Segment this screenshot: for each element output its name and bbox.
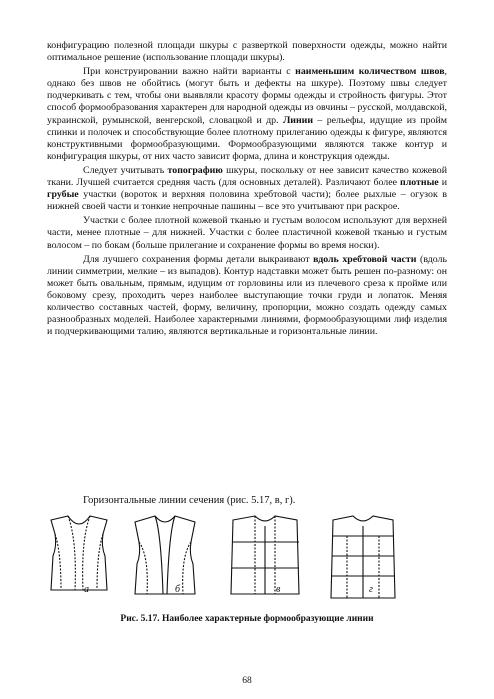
figure-lead-text: Горизонтальные линии сечения (рис. 5.17, в, г). xyxy=(83,495,296,506)
text-run: При конструировании важно найти варианты с xyxy=(83,66,296,78)
text-run: Участки с более плотной кожевой тканью и густым волосом используют для верхней части, менее плотные – для нижней. Участки с более пластичной кожевой тканью и густым волосом – по бокам (больше прилегание и сохранение формы во время носки). xyxy=(47,215,447,251)
paragraph xyxy=(47,165,447,213)
figure-label-g: г xyxy=(369,584,373,595)
sketch-v xyxy=(231,516,299,594)
bold-term: топографию xyxy=(167,164,223,176)
paragraph xyxy=(47,215,447,251)
bold-term: плотные xyxy=(400,177,439,189)
figure-garment-lines xyxy=(43,512,453,612)
figure-label-a: а xyxy=(84,584,89,595)
text-run: (вдоль линии симметрии, мелкие – из выпадов). Контур надставки может быть решен по-разному: он может быть овальным, прямым, идущим от горловины или из плечевого среза к пройме или боковому срезу, проходить через наиболее выступающие точки груди и лопаток. Меняя количество составных частей, форму, величину, пропорции, можно создать одежду самых разнообразных моделей. Наиболее характерными линиями, формообразующими лиф изделия и подчеркивающими талию, являются вертикальные и горизонтальные линии. xyxy=(47,253,447,338)
body-text xyxy=(47,40,447,338)
figure-label-b: б xyxy=(175,584,181,595)
text-run: , однако без швов не обойтись (могут быть и дефекты на шкуре). Поэтому швы следует подчеркивать с тем, чтобы они выявляли красоту формы одежды и стройность фигуры. Этот способ формообразования характерен для народной одежды из овчины – русской, молдавской, украинской, румынской, венгерской, словацкой и др. xyxy=(47,66,447,126)
paragraph xyxy=(47,66,447,163)
figure-caption: Рис. 5.17. Наиболее характерные формообразующие линии xyxy=(120,614,374,624)
sketch-a xyxy=(51,516,107,590)
bold-term: наименьшим количеством швов xyxy=(295,66,445,78)
sketch-b xyxy=(135,516,195,594)
text-run: Для лучшего сохранения формы детали выкраивают xyxy=(83,253,314,265)
text-run: и xyxy=(438,177,447,189)
bold-term: грубые xyxy=(47,189,79,201)
page-number: 68 xyxy=(242,676,252,686)
text-run: участки (вороток и верхняя половина хребтовой части); более рыхлые – огузок в нижней своей части и тонкие непрочные пашины – все это учитывают при раскрое. xyxy=(47,189,447,213)
bold-term: вдоль хребтовой части xyxy=(313,253,417,265)
paragraph xyxy=(47,254,447,339)
figure-label-v: в xyxy=(276,584,281,595)
text-run: конфигурацию полезной площади шкуры с разверткой поверхности одежды, можно найти оптимальное решение (использование площади шкуры). xyxy=(47,40,447,64)
text-run: Следует учитывать xyxy=(83,164,168,176)
sketch-g xyxy=(331,516,395,598)
paragraph xyxy=(47,40,447,64)
bold-term: Линии xyxy=(282,114,314,126)
text-run: – рельефы, идущие из пройм спинки и полочек и способствующие более плотному прилеганию одежды к фигуре, являются конструктивными формообразующими. Формообразующими являются также контур и конфигурация шкуры, от них часто зависит форма, длина и конструкция одежды. xyxy=(47,114,448,162)
text-run: шкуры, поскольку от нее зависит качество кожевой ткани. Лучшей считается средняя часть (для основных деталей). Различают более xyxy=(47,164,447,189)
